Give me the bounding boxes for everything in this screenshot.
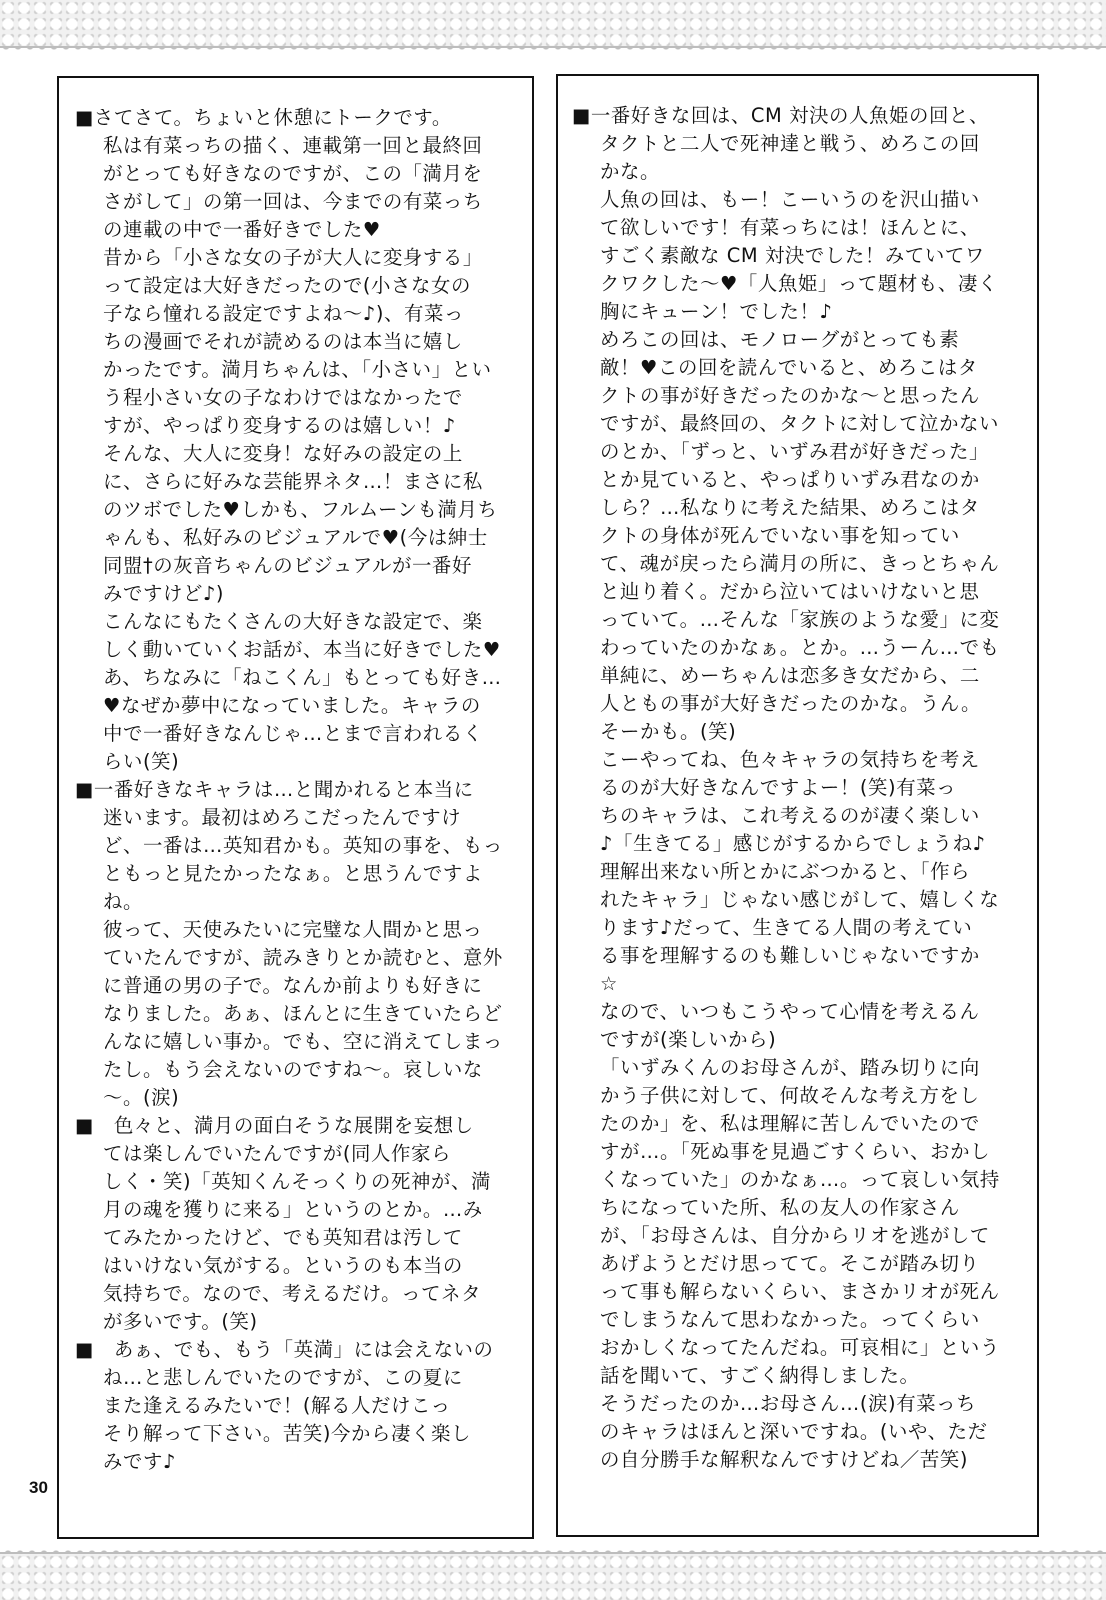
paragraph: ■ あぁ、でも、もう「英満」には会えないの ね…と悲しんでいたのですが、この夏に また逢えるみたいで！(解る人だけこっ そり解って下さい。苦笑)今から凄く楽し みです♪ (75, 1338, 494, 1473)
paragraph: 人魚の回は、もー！こーいうのを沢山描い て欲しいです！有菜っちには！ほんとに、 すごく素敵な CM 対決でした！みていてワ クワクした～♥「人魚姫」って題材も、凄く 胸にキューン！でした！♪ めろこの回は、モノローグがとっても素 敵！♥この回を読んでいると、めろこはタ クトの事が好きだったのかな～と思ったん ですが、最終回の、タクトに対して泣かない のとか、「ずっと、いずみ君が好きだった」 とか見ていると、やっぱりいずみ君なのか しら？…私なりに考えた結果、めろこはタ クトの身体が死んでいない事を知ってい て、魂が戻ったら満月の所に、きっとちゃん と辿り着く。だから泣いてはいけないと思 っていて。…そんな「家族のような愛」に変 わっていたのかなぁ。とか。…うーん…でも 単純に、めーちゃんは恋多き女だから、二 人ともの事が大好きだったのかな。うん。 そーかも。(笑) こーやってね、色々キャラの気持ちを考え るのが大好きなんですよー！(笑)有菜っ ちのキャラは、これ考えるのが凄く楽しい ♪「生きてる」感じがするからでしょうね♪ 理解出来ない所とかにぶつかると、「作ら れたキャラ」じゃない感じがして、嬉しくな ります♪だって、生きてる人間の考えてい る事を理解するのも難しいじゃないですか ☆ なので、いつもこうやって心情を考えるん ですが(楽しいから) 「いずみくんのお母さんが、踏み切りに向 かう子供に対して、何故そんな考え方をし たのか」を、私は理解に苦しんでいたので すが…。「死ぬ事を見過ごすくらい、おかし くなっていた」のかなぁ…。って哀しい気持 ちになっていた所、私の友人の作家さん が、「お母さんは、自分からリオを逃がして あげようとだけ思ってて。そこが踏み切り って事も解らないくらい、まさかリオが死ん でしまうなんて思わなかった。ってくらい おかしくなってたんだね。可哀相に」という 話を聞いて、すごく納得しました。 そうだったのか…お母さん…(涙)有菜っち のキャラはほんと深いですね。(いや、ただ の自分勝手な解釈なんですけどね／苦笑) (600, 188, 1000, 1471)
lace-border-top (0, 0, 1106, 48)
paragraph: ■一番好きな回は、CM 対決の人魚姫の回と、 タクトと二人で死神達と戦う、めろこの回 かな。 (572, 104, 989, 183)
paragraph: ■さてさて。ちょいと休憩にトークです。 (75, 106, 452, 129)
paragraph: 私は有菜っちの描く、連載第一回と最終回 がとっても好きなのですが、この「満月を さがして」の第一回は、今までの有菜っち の連載の中で一番好きでした♥ 昔から「小さな女の子が大人に変身する」 って設定は大好きだったので(小さな女の 子なら憧れる設定ですよね～♪)、有菜っ ちの漫画でそれが読めるのは本当に嬉し かったです。満月ちゃんは、「小さい」とい う程小さい女の子なわけではなかったで すが、やっぱり変身するのは嬉しい！♪ そんな、大人に変身！な好みの設定の上 に、さらに好みな芸能界ネタ…！まさに私 のツボでした♥しかも、フルムーンも満月ち ゃんも、私好みのビジュアルで♥(今は紳士 同盟†の灰音ちゃんのビジュアルが一番好 みですけど♪) こんなにもたくさんの大好きな設定で、楽 しく動いていくお話が、本当に好きでした♥ あ、ちなみに「ねこくん」もとっても好き… ♥なぜか夢中になっていました。キャラの 中で一番好きなんじゃ…とまで言われるく らい(笑) (103, 134, 502, 773)
page-number: 30 (29, 1478, 48, 1497)
paragraph: 彼って、天使みたいに完璧な人間かと思っ ていたんですが、読みきりとか読むと、意外 に普通の男の子で。なんか前よりも好きに なりました。あぁ、ほんとに生きていたらど んなに嬉しい事か。でも、空に消えてしまっ たし。もう会えないのですね～。哀しいな ～。(涙) (103, 918, 503, 1109)
paragraph: ■一番好きなキャラは…と聞かれると本当に 迷います。最初はめろこだったんですけ ど、一番は…英知君かも。英知の事を、もっ ともっと見たかったなぁ。と思うんですよ ね。 (75, 778, 503, 913)
paragraph: ■ 色々と、満月の面白そうな展開を妄想し ては楽しんでいたんですが(同人作家ら しく・笑)「英知くんそっくりの死神が、満 月の魂を獲りに来る」というのとか。…み てみたかったけど、でも英知君は汚して はいけない気がする。というのも本当の 気持ちで。なので、考えるだけ。ってネタ が多いです。(笑) (75, 1114, 491, 1333)
left-text-column (57, 76, 534, 1539)
lace-border-bottom (0, 1552, 1106, 1600)
right-text-column (556, 74, 1039, 1537)
